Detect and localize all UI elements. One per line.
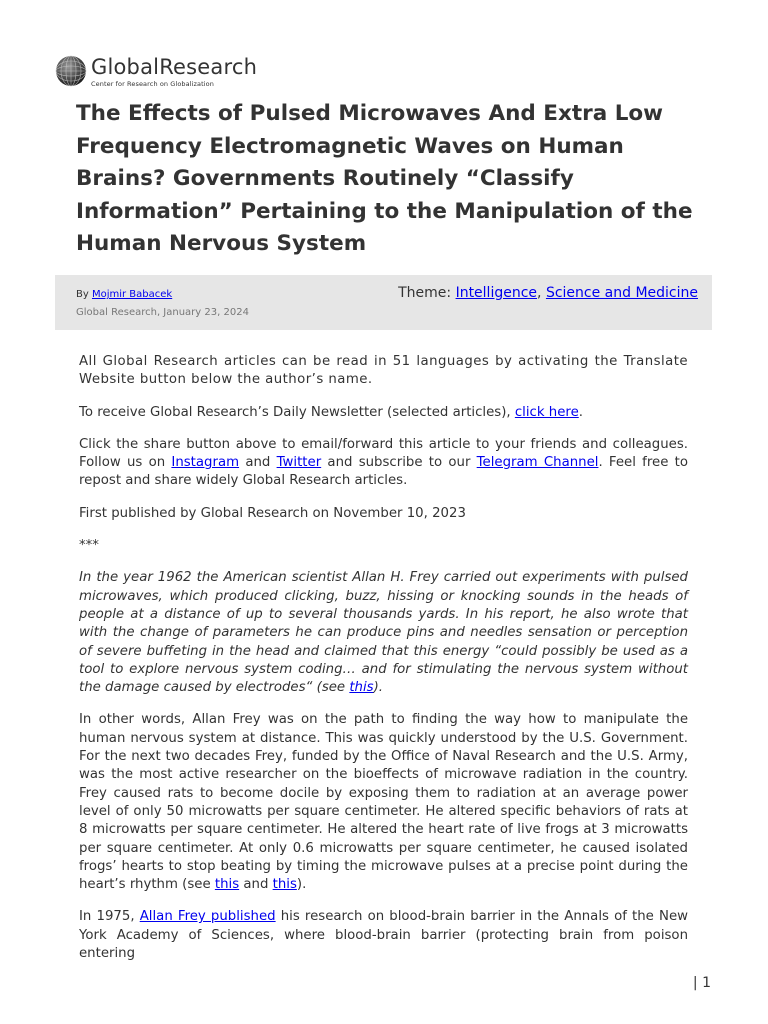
share-text-d: . Feel free to repost and share widely Global Research articles. bbox=[79, 455, 688, 489]
body-paragraph-end: ). bbox=[296, 877, 307, 893]
theme-line bbox=[398, 285, 698, 301]
article-body bbox=[79, 353, 688, 977]
body-paragraph-text: In other words, Allan Frey was on the path to finding the way how to manipulate the human nervous system at distance. This was quickly understood by the U.S. Government. For the next two decades Frey, funded by the Office of Naval Research and the U.S. Army, was the most active researcher on the bioeffects of microwave radiation in the country. Frey caused rats to become docile by exposing them to radiation at an average power level of only 50 microwatts per square centimeter. He altered specific behaviors of rats at 8 microwatts per square centimeter. He altered the heart rate of live frogs at 3 microwatts per square centimeter. At only 0.6 microwatts per square centimeter, he caused isolated frogs’ hearts to stop beating by timing the microwave pulses at a precise point during the heart’s rhythm (see bbox=[79, 712, 688, 893]
theme-separator: , bbox=[537, 285, 546, 301]
share-text-b: and bbox=[239, 455, 277, 471]
article-meta bbox=[55, 275, 712, 330]
body-1975-text-a: In 1975, bbox=[79, 909, 140, 925]
globe-logo-icon bbox=[55, 53, 87, 89]
body-1975-text-b: his research on blood-brain barrier in the Annals of the New York Academy of Sciences, where blood-brain barrier (protecting brain from poison entering bbox=[79, 909, 688, 962]
instagram-link[interactable]: Instagram bbox=[171, 455, 240, 471]
theme-link-intelligence[interactable]: Intelligence bbox=[455, 285, 538, 301]
newsletter-end: . bbox=[578, 404, 583, 420]
share-text-a: Click the share button above to email/forward this article to your friends and colleagues. Follow us on bbox=[79, 436, 688, 471]
theme-label: Theme: bbox=[398, 285, 452, 301]
source-link-2[interactable]: this bbox=[272, 877, 297, 893]
newsletter-link[interactable]: click here bbox=[514, 404, 579, 420]
byline-label: By bbox=[76, 289, 89, 300]
publication-date: Global Research, January 23, 2024 bbox=[76, 307, 249, 318]
intro-text: In the year 1962 the American scientist Allan H. Frey carried out experiments with pulsed microwaves, which produced clicking, buzz, hissing or knocking sounds in the heads of people at a distance of up to several thousands yards. In his report, he also wrote that with the change of parameters he can produce pins and needles sensation or perception of severe buffeting in the head and claimed that this energy “could possibly be used as a tool to explore nervous system coding… and for stimulating the nervous system without the damage caused by electrodes“ (see bbox=[79, 570, 688, 696]
body-paragraph bbox=[79, 711, 688, 894]
first-published-line: First published by Global Research on November 10, 2023 bbox=[79, 505, 466, 521]
share-text-c: and subscribe to our bbox=[321, 455, 477, 471]
intro-paragraph bbox=[79, 569, 688, 697]
intro-source-link[interactable]: this bbox=[349, 680, 374, 696]
globalresearch-logo[interactable] bbox=[55, 52, 257, 90]
newsletter-notice bbox=[79, 404, 688, 422]
logo-name-research: Research bbox=[159, 54, 258, 79]
body-paragraph-1975 bbox=[79, 908, 688, 963]
source-link-1[interactable]: this bbox=[214, 877, 240, 893]
page-number: | 1 bbox=[692, 975, 711, 991]
share-notice bbox=[79, 436, 688, 491]
logo-name bbox=[91, 55, 257, 79]
twitter-link[interactable]: Twitter bbox=[276, 455, 322, 471]
article-title: The Effects of Pulsed Microwaves And Extra Low Frequency Electromagnetic Waves on Human Brains? Governments Routinely “Classify Information” Pertaining to the Manipulation of the Human Nervous System bbox=[76, 101, 693, 256]
logo-name-global: Global bbox=[91, 54, 160, 79]
byline bbox=[76, 289, 172, 300]
frey-published-link[interactable]: Allan Frey published bbox=[139, 909, 276, 925]
separator-stars: *** bbox=[79, 538, 99, 554]
translate-notice: All Global Research articles can be read in 51 languages by activating the Translate Website button below the author’s name. bbox=[79, 354, 688, 388]
telegram-link[interactable]: Telegram Channel bbox=[476, 455, 599, 471]
newsletter-text: To receive Global Research’s Daily Newsletter (selected articles), bbox=[79, 404, 515, 420]
author-link[interactable]: Mojmir Babacek bbox=[91, 289, 173, 300]
body-paragraph-mid: and bbox=[239, 877, 273, 893]
theme-link-science-medicine[interactable]: Science and Medicine bbox=[545, 285, 698, 301]
intro-end: ). bbox=[373, 680, 384, 696]
logo-tagline: Center for Research on Globalization bbox=[91, 79, 214, 88]
